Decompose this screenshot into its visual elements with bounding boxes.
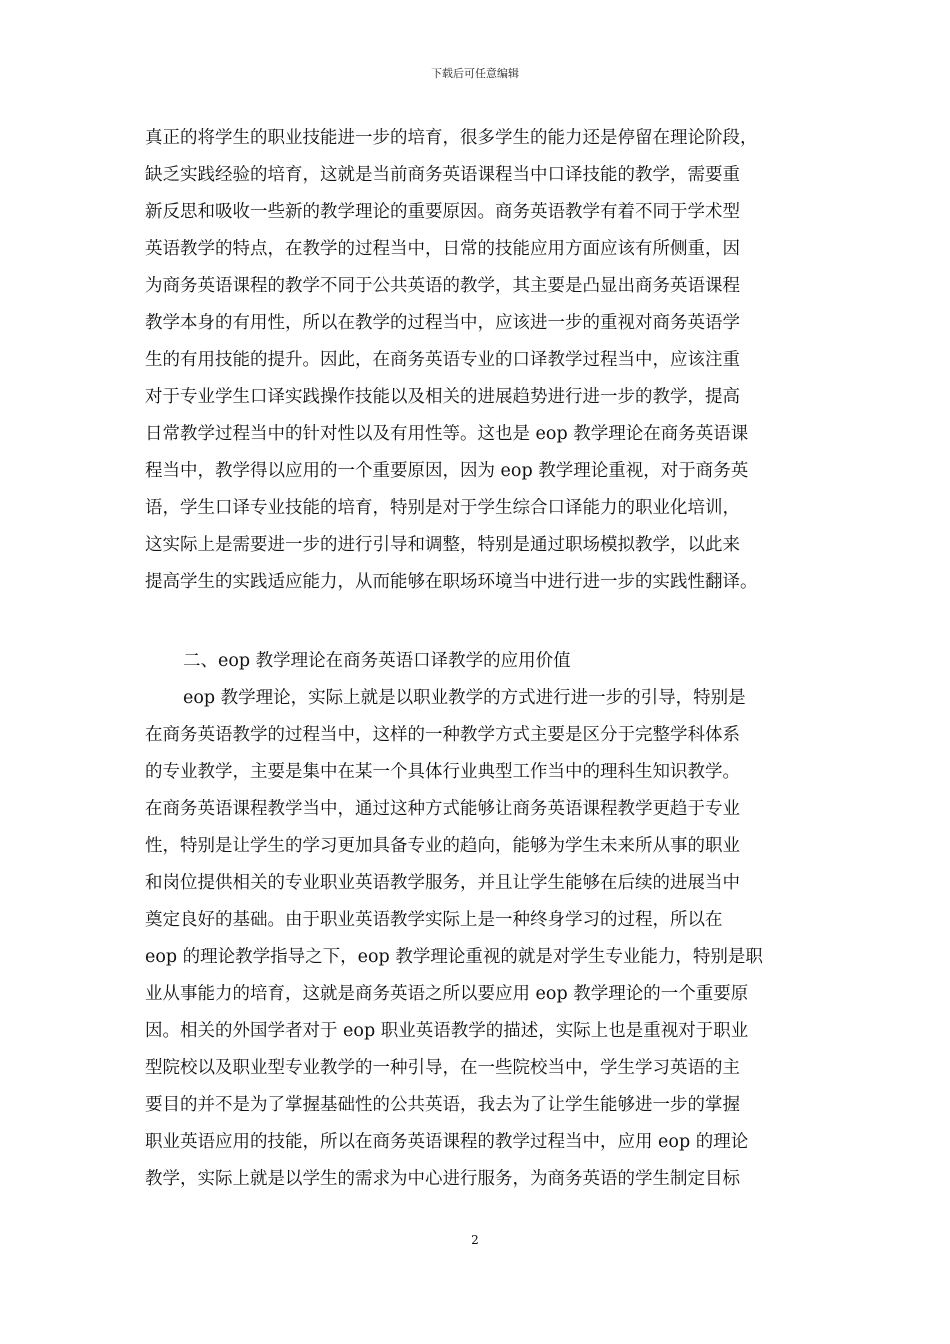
page-number: 2 bbox=[471, 1233, 479, 1247]
text-line: 真正的将学生的职业技能进一步的培育，很多学生的能力还是停留在理论阶段， bbox=[145, 128, 758, 148]
text-line: 因。相关的外国学者对于 eop 职业英语教学的描述，实际上也是重视对于职业 bbox=[145, 1021, 749, 1041]
text-line: 业从事能力的培育，这就是商务英语之所以要应用 eop 教学理论的一个重要原 bbox=[145, 984, 749, 1004]
text-line: 缺乏实践经验的培育，这就是当前商务英语课程当中口译技能的教学，需要重 bbox=[145, 165, 740, 185]
page-header: 下载后可任意编辑 bbox=[431, 67, 519, 80]
text-line: 程当中，教学得以应用的一个重要原因，因为 eop 教学理论重视，对于商务英 bbox=[145, 461, 749, 481]
text-line: 教学本身的有用性，所以在教学的过程当中，应该进一步的重视对商务英语学 bbox=[145, 313, 740, 333]
section-heading: 二、eop 教学理论在商务英语口译教学的应用价值 bbox=[183, 651, 571, 671]
text-line: 在商务英语教学的过程当中，这样的一种教学方式主要是区分于完整学科体系 bbox=[145, 725, 740, 745]
text-line: 日常教学过程当中的针对性以及有用性等。这也是 eop 教学理论在商务英语课 bbox=[145, 424, 749, 444]
text-line: 语，学生口译专业技能的培育，特别是对于学生综合口译能力的职业化培训， bbox=[145, 498, 740, 518]
text-line: 性，特别是让学生的学习更加具备专业的趋向，能够为学生未来所从事的职业 bbox=[145, 836, 740, 856]
text-line: 教学，实际上就是以学生的需求为中心进行服务，为商务英语的学生制定目标 bbox=[145, 1169, 740, 1189]
text-line: 和岗位提供相关的专业职业英语教学服务，并且让学生能够在后续的进展当中 bbox=[145, 873, 740, 893]
text-line: eop 的理论教学指导之下，eop 教学理论重视的就是对学生专业能力，特别是职 bbox=[145, 947, 763, 967]
text-line: 要目的并不是为了掌握基础性的公共英语，我去为了让学生能够进一步的掌握 bbox=[145, 1095, 740, 1115]
text-line: 生的有用技能的提升。因此，在商务英语专业的口译教学过程当中，应该注重 bbox=[145, 350, 740, 370]
text-line: 新反思和吸收一些新的教学理论的重要原因。商务英语教学有着不同于学术型 bbox=[145, 202, 740, 222]
text-line: 在商务英语课程教学当中，通过这种方式能够让商务英语课程教学更趋于专业 bbox=[145, 799, 740, 819]
text-line: 对于专业学生口译实践操作技能以及相关的进展趋势进行进一步的教学，提高 bbox=[145, 387, 740, 407]
text-line: 型院校以及职业型专业教学的一种引导，在一些院校当中，学生学习英语的主 bbox=[145, 1058, 740, 1078]
text-line: 提高学生的实践适应能力，从而能够在职场环境当中进行进一步的实践性翻译。 bbox=[145, 572, 758, 592]
text-line: 这实际上是需要进一步的进行引导和调整，特别是通过职场模拟教学，以此来 bbox=[145, 535, 740, 555]
text-line: 英语教学的特点，在教学的过程当中，日常的技能应用方面应该有所侧重，因 bbox=[145, 239, 740, 259]
text-line: 奠定良好的基础。由于职业英语教学实际上是一种终身学习的过程，所以在 bbox=[145, 910, 723, 930]
text-line: eop 教学理论，实际上就是以职业教学的方式进行进一步的引导，特别是 bbox=[183, 688, 746, 708]
text-line: 为商务英语课程的教学不同于公共英语的教学，其主要是凸显出商务英语课程 bbox=[145, 276, 740, 296]
text-line: 的专业教学，主要是集中在某一个具体行业典型工作当中的理科生知识教学。 bbox=[145, 762, 740, 782]
text-line: 职业英语应用的技能，所以在商务英语课程的教学过程当中，应用 eop 的理论 bbox=[145, 1132, 749, 1152]
